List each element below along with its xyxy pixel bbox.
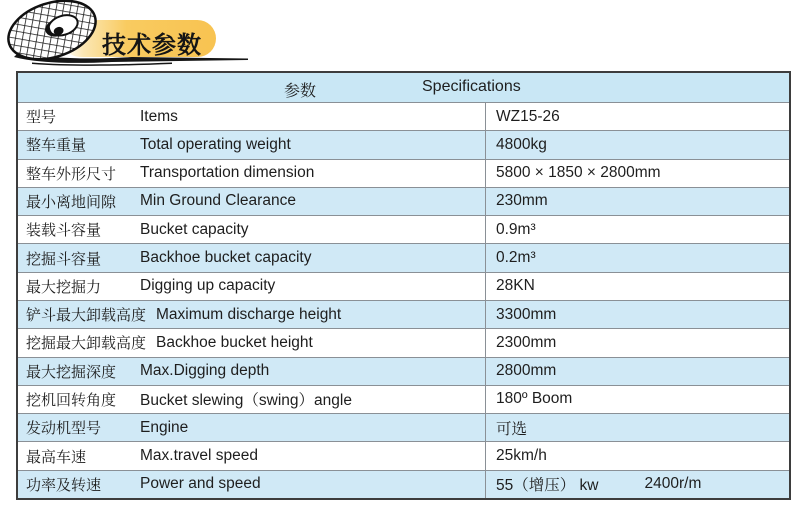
page-title-area [0, 0, 300, 72]
value-cell [485, 103, 789, 130]
param-label-en: Max.travel speed [140, 447, 259, 465]
value-cell [485, 131, 789, 158]
param-cell [18, 442, 485, 469]
param-cell [18, 103, 485, 130]
table-row [18, 243, 789, 271]
param-label-cn: 功率及转速 [26, 476, 102, 494]
table-row [18, 328, 789, 356]
param-value: 0.9m³ [496, 220, 536, 238]
param-label-cn: 整车外形尺寸 [26, 165, 117, 183]
table-row [18, 187, 789, 215]
param-label-cn: 最小离地间隙 [26, 193, 117, 211]
table-row [18, 103, 789, 130]
param-cell [18, 386, 485, 413]
param-value: 3300mm [496, 305, 557, 323]
param-label-en: Digging up capacity [140, 277, 276, 295]
param-cell [18, 216, 485, 243]
param-label-cn: 挖机回转角度 [26, 391, 117, 409]
value-cell [485, 442, 789, 469]
table-row [18, 300, 789, 328]
param-value-secondary: 2400r/m [644, 475, 702, 493]
value-cell [485, 273, 789, 300]
param-cell [18, 358, 485, 385]
param-value: 5800 × 1850 × 2800mm [496, 164, 661, 182]
value-cell [485, 216, 789, 243]
param-label-en: Maximum discharge height [156, 305, 342, 323]
value-cell [485, 329, 789, 356]
param-cell [18, 414, 485, 441]
value-cell [485, 414, 789, 441]
param-label-cn: 铲斗最大卸载高度 [26, 307, 147, 325]
param-value: 2300mm [496, 333, 557, 351]
table-row [18, 215, 789, 243]
table-row [18, 413, 789, 441]
param-value: 28KN [496, 277, 535, 295]
table-row [18, 159, 789, 187]
table-body [18, 103, 789, 498]
page-title: 技术参数 [102, 32, 202, 59]
spec-table [16, 71, 791, 500]
param-label-cn: 型号 [26, 109, 57, 127]
value-cell [485, 386, 789, 413]
value-cell [485, 160, 789, 187]
param-value: 4800kg [496, 135, 547, 153]
param-label-en: Bucket capacity [140, 220, 249, 238]
param-cell [18, 244, 485, 271]
table-row [18, 385, 789, 413]
param-label-en: Engine [140, 418, 189, 436]
table-row [18, 441, 789, 469]
param-label-en: Items [140, 107, 178, 125]
header-label-en: Specifications [422, 78, 521, 95]
param-cell [18, 188, 485, 215]
param-label-cn: 最大挖掘深度 [26, 363, 117, 381]
param-label-cn: 整车重量 [26, 137, 87, 155]
value-cell [485, 244, 789, 271]
value-cell [485, 188, 789, 215]
param-label-cn: 发动机型号 [26, 420, 102, 438]
param-label-en: Max.Digging depth [140, 362, 270, 380]
param-label-cn: 装载斗容量 [26, 222, 102, 240]
table-row [18, 130, 789, 158]
param-label-en: Backhoe bucket height [156, 333, 313, 351]
param-label-cn: 最高车速 [26, 448, 87, 466]
param-cell [18, 329, 485, 356]
param-value: 0.2m³ [496, 249, 536, 267]
param-label-en: Bucket slewing（swing）angle [140, 392, 352, 410]
value-cell [485, 301, 789, 328]
param-value: 2800mm [496, 362, 557, 380]
param-label-cn: 挖掘最大卸载高度 [26, 335, 147, 353]
param-label-cn: 挖掘斗容量 [26, 250, 102, 268]
param-cell [18, 471, 485, 498]
param-label-en: Power and speed [140, 475, 261, 493]
tire-icon [2, 0, 252, 70]
param-label-en: Total operating weight [140, 135, 291, 153]
param-label-cn: 最大挖掘力 [26, 278, 102, 296]
table-header-row [18, 73, 789, 103]
value-cell [485, 358, 789, 385]
param-value: WZ15-26 [496, 107, 560, 125]
param-label-en: Min Ground Clearance [140, 192, 296, 210]
param-cell [18, 160, 485, 187]
param-value: 180º Boom [496, 390, 573, 408]
param-value: 55（增压） kw [496, 477, 599, 495]
param-cell [18, 273, 485, 300]
param-value: 可选 [496, 420, 528, 438]
param-value: 230mm [496, 192, 548, 210]
table-row [18, 272, 789, 300]
param-label-en: Backhoe bucket capacity [140, 249, 312, 267]
param-label-en: Transportation dimension [140, 164, 315, 182]
table-row [18, 470, 789, 498]
param-cell [18, 131, 485, 158]
header-label-cn: 参数 [284, 83, 317, 100]
param-cell [18, 301, 485, 328]
table-row [18, 357, 789, 385]
value-cell [485, 471, 789, 498]
param-value: 25km/h [496, 447, 547, 465]
